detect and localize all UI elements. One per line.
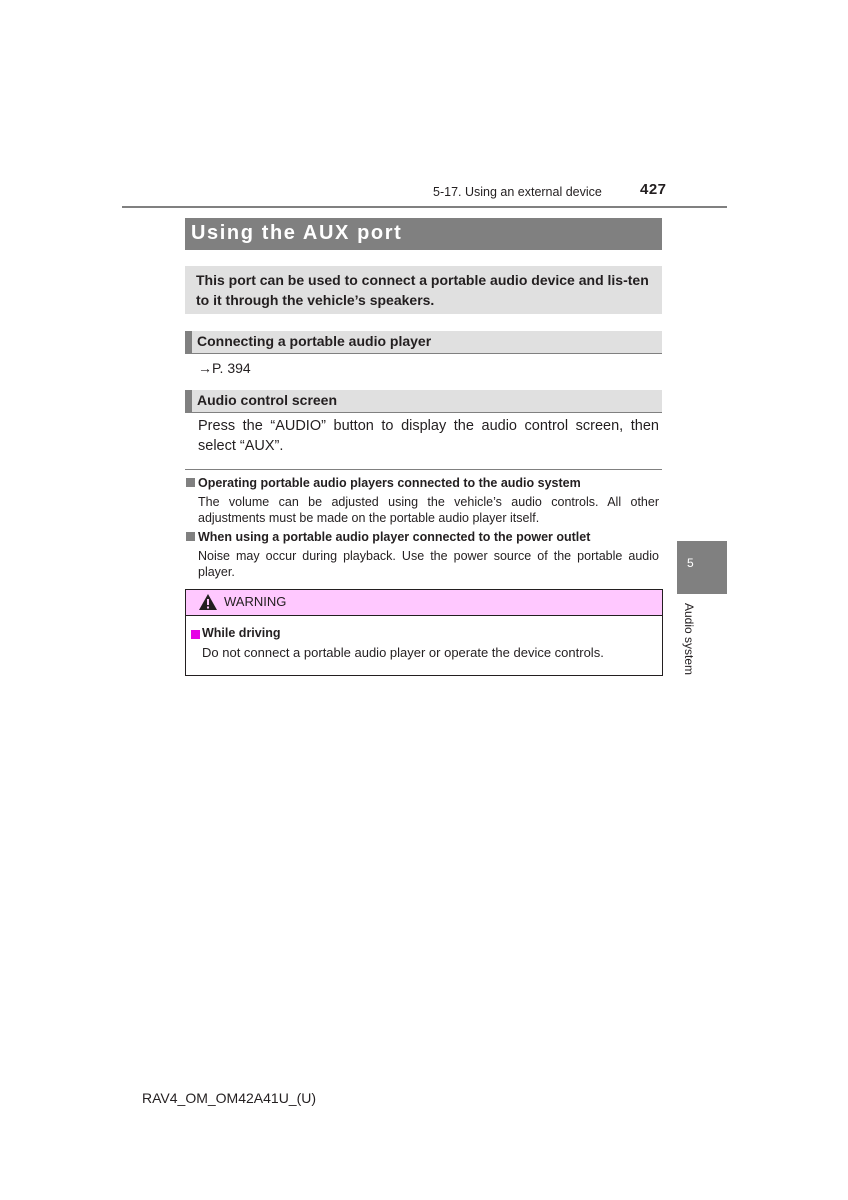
running-header-section: 5-17. Using an external device bbox=[433, 185, 602, 199]
chapter-label-text: Audio system bbox=[682, 603, 696, 676]
header-rule bbox=[122, 206, 727, 208]
page-reference: →P. 394 bbox=[198, 360, 251, 376]
subheading-text: Connecting a portable audio player bbox=[197, 333, 432, 349]
intro-text: This port can be used to connect a portable audio device and lis-ten to it through the vehicle’s speakers. bbox=[196, 272, 649, 308]
note-body: The volume can be adjusted using the vehicle’s audio controls. All other adjustments must be made on the portable audio player itself. bbox=[198, 495, 659, 525]
subheading-text: Audio control screen bbox=[197, 392, 338, 408]
note-heading bbox=[186, 476, 581, 490]
warning-body: Do not connect a portable audio player or operate the device controls. bbox=[202, 645, 604, 660]
magenta-square-bullet-icon bbox=[191, 630, 200, 639]
note-body: Noise may occur during playback. Use the power source of the portable audio player. bbox=[198, 549, 659, 579]
warning-header bbox=[186, 590, 662, 616]
subheading-audio-control bbox=[185, 390, 662, 413]
subheading-accent bbox=[185, 390, 192, 413]
chapter-number: 5 bbox=[687, 556, 694, 570]
page-title: Using the AUX port bbox=[191, 222, 403, 244]
warning-subheading: While driving bbox=[202, 626, 281, 640]
warning-label: WARNING bbox=[224, 594, 287, 609]
note-heading bbox=[186, 530, 590, 544]
instruction-text: Press the “AUDIO” button to display the audio control screen, then select “AUX”. bbox=[198, 418, 659, 454]
footer-code: RAV4_OM_OM42A41U_(U) bbox=[142, 1090, 317, 1106]
chapter-label bbox=[682, 603, 696, 683]
subheading-accent bbox=[185, 331, 192, 354]
page-number: 427 bbox=[640, 181, 667, 198]
intro-box bbox=[185, 266, 662, 314]
subheading-connecting bbox=[185, 331, 662, 354]
gray-square-bullet-icon bbox=[186, 478, 195, 487]
warning-triangle-icon bbox=[199, 594, 217, 610]
note-heading-text: When using a portable audio player connected to the power outlet bbox=[198, 530, 591, 544]
page-title-bar bbox=[185, 218, 662, 250]
chapter-tab bbox=[677, 541, 727, 594]
section-divider bbox=[185, 469, 662, 470]
gray-square-bullet-icon bbox=[186, 532, 195, 541]
note-heading-text: Operating portable audio players connected to the audio system bbox=[198, 476, 581, 490]
warning-box bbox=[185, 589, 663, 676]
